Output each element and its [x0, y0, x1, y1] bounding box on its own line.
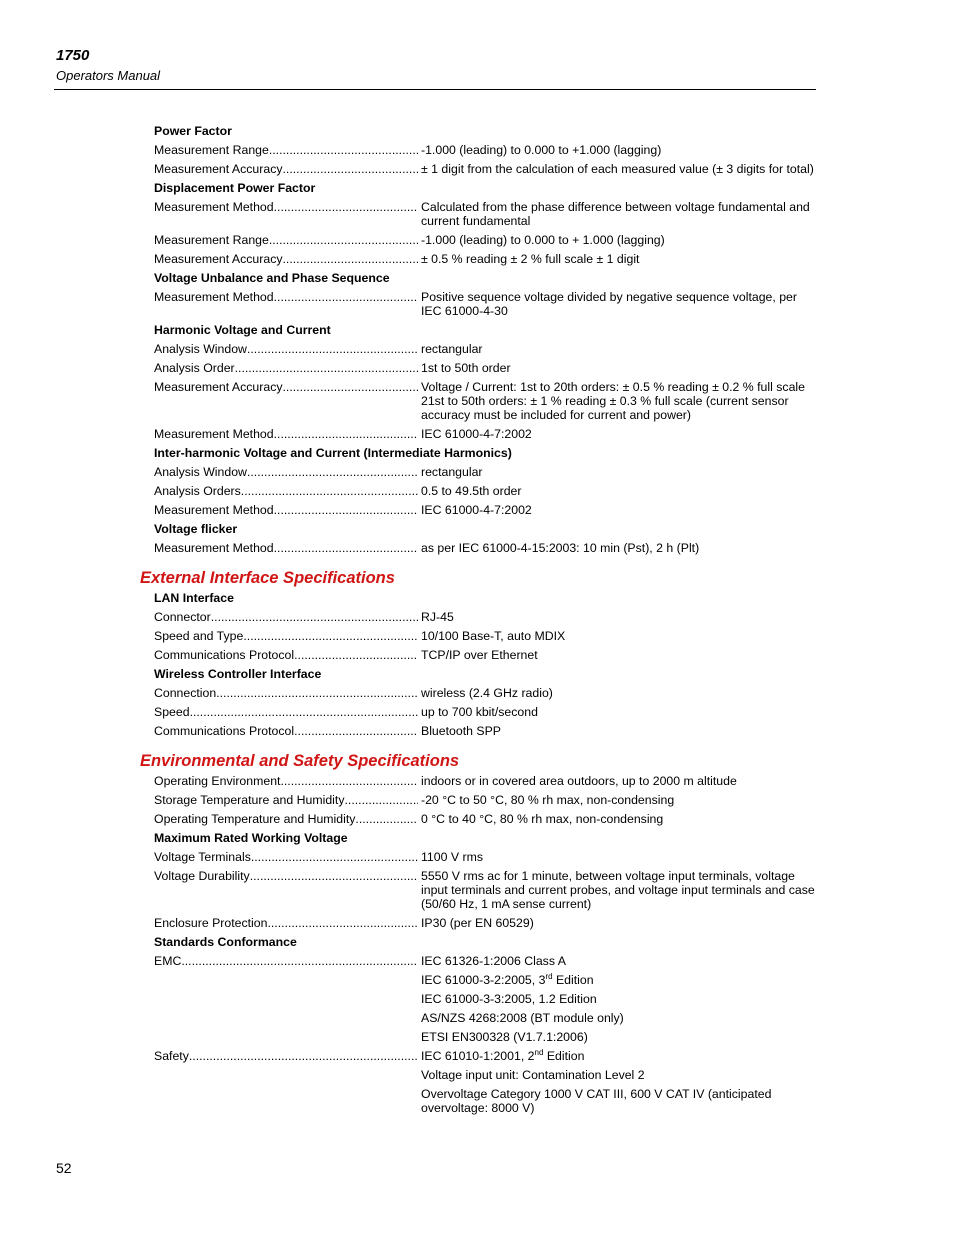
spec-row — [154, 705, 816, 719]
spec-value: AS/NZS 4268:2008 (BT module only) — [421, 1011, 624, 1025]
spec-row — [154, 1030, 816, 1044]
spec-row — [154, 774, 816, 788]
spec-row — [154, 1049, 816, 1063]
spec-label: Measurement Method — [154, 541, 274, 555]
group-title-harmonic: Harmonic Voltage and Current — [154, 323, 331, 337]
spec-row — [154, 541, 816, 555]
spec-label: Analysis Orders — [154, 484, 241, 498]
spec-row — [154, 361, 816, 375]
spec-value: 1100 V rms — [421, 850, 483, 864]
spec-label: Connection — [154, 686, 217, 700]
spec-row — [154, 869, 816, 911]
spec-label: Voltage Durability — [154, 869, 250, 883]
spec-value: Voltage input unit: Contamination Level 2 — [421, 1068, 645, 1082]
spec-value: -1.000 (leading) to 0.000 to +1.000 (lagging) — [421, 143, 662, 157]
spec-row — [154, 380, 816, 422]
spec-row — [154, 233, 816, 247]
manual-model-number: 1750 — [56, 47, 90, 64]
spec-row — [154, 648, 816, 662]
spec-label: Measurement Accuracy — [154, 380, 283, 394]
spec-row — [154, 1087, 816, 1115]
spec-value: rectangular — [421, 342, 483, 356]
spec-value: Bluetooth SPP — [421, 724, 501, 738]
spec-value: IEC 61326-1:2006 Class A — [421, 954, 566, 968]
spec-label: Operating Environment — [154, 774, 281, 788]
spec-value: IP30 (per EN 60529) — [421, 916, 534, 930]
spec-label: Measurement Method — [154, 290, 274, 304]
spec-value: RJ-45 — [421, 610, 454, 624]
spec-value: Voltage / Current: 1st to 20th orders: ± 0.5 % reading ± 0.2 % full scale 21st to 50th orders: ± 1 % reading ± 0.3 % full scale (current sensor accuracy must be included for current and power) — [421, 380, 805, 422]
spec-value: indoors or in covered area outdoors, up to 2000 m altitude — [421, 774, 737, 788]
spec-row — [154, 1011, 816, 1025]
spec-label: Safety — [154, 1049, 189, 1063]
spec-value: -20 °C to 50 °C, 80 % rh max, non-condensing — [421, 793, 675, 807]
spec-label: Measurement Accuracy — [154, 162, 283, 176]
spec-row — [154, 290, 816, 318]
spec-row — [154, 724, 816, 738]
spec-label: Measurement Accuracy — [154, 252, 283, 266]
spec-label: Communications Protocol — [154, 724, 295, 738]
manual-title: Operators Manual — [56, 68, 161, 83]
spec-value: IEC 61000-4-7:2002 — [421, 503, 532, 517]
spec-row — [154, 465, 816, 479]
spec-row — [154, 1068, 816, 1082]
group-title-wireless: Wireless Controller Interface — [154, 667, 322, 681]
spec-row — [154, 610, 816, 624]
section-title-external-interface: External Interface Specifications — [140, 569, 395, 587]
spec-row — [154, 162, 816, 176]
spec-value: 10/100 Base-T, auto MDIX — [421, 629, 566, 643]
group-title-unbalance: Voltage Unbalance and Phase Sequence — [154, 271, 390, 285]
spec-value: Overvoltage Category 1000 V CAT III, 600 V CAT IV (anticipated overvoltage: 8000 V) — [421, 1087, 772, 1115]
spec-row — [154, 812, 816, 826]
spec-value: Positive sequence voltage divided by negative sequence voltage, per IEC 61000-4-30 — [421, 290, 797, 318]
spec-content — [140, 121, 816, 1120]
spec-value: ± 0.5 % reading ± 2 % full scale ± 1 digit — [421, 252, 640, 266]
group-title-power-factor: Power Factor — [154, 124, 232, 138]
spec-label: Connector — [154, 610, 211, 624]
spec-value: IEC 61000-3-3:2005, 1.2 Edition — [421, 992, 597, 1006]
spec-label: Enclosure Protection — [154, 916, 268, 930]
spec-label: Measurement Method — [154, 503, 274, 517]
spec-value: 5550 V rms ac for 1 minute, between voltage input terminals, voltage input terminals and current probes, and voltage input terminals and case (50/60 Hz, 1 mA sense current) — [421, 869, 815, 911]
spec-label: Speed and Type — [154, 629, 244, 643]
spec-label: Voltage Terminals — [154, 850, 251, 864]
group-title-standards: Standards Conformance — [154, 935, 297, 949]
spec-value: ± 1 digit from the calculation of each measured value (± 3 digits for total) — [421, 162, 814, 176]
spec-value: as per IEC 61000-4-15:2003: 10 min (Pst), 2 h (Plt) — [421, 541, 700, 555]
section-title-environmental-safety: Environmental and Safety Specifications — [140, 752, 460, 770]
group-title-displacement-pf: Displacement Power Factor — [154, 181, 316, 195]
spec-label: Storage Temperature and Humidity — [154, 793, 345, 807]
spec-row — [154, 503, 816, 517]
spec-label: Analysis Window — [154, 342, 247, 356]
spec-label: Operating Temperature and Humidity — [154, 812, 356, 826]
spec-label: Measurement Range — [154, 143, 269, 157]
spec-value: 0.5 to 49.5th order — [421, 484, 522, 498]
spec-value: wireless (2.4 GHz radio) — [421, 686, 553, 700]
spec-value: IEC 61000-4-7:2002 — [421, 427, 532, 441]
spec-value: 0 °C to 40 °C, 80 % rh max, non-condensing — [421, 812, 664, 826]
spec-label: Analysis Window — [154, 465, 247, 479]
spec-label: Measurement Method — [154, 200, 274, 214]
spec-value: up to 700 kbit/second — [421, 705, 538, 719]
spec-row — [154, 850, 816, 864]
group-title-interharmonic: Inter-harmonic Voltage and Current (Intermediate Harmonics) — [154, 446, 512, 460]
group-title-flicker: Voltage flicker — [154, 522, 238, 536]
spec-row — [154, 427, 816, 441]
spec-value: TCP/IP over Ethernet — [421, 648, 538, 662]
spec-value: IEC 61010-1:2001, 2nd Edition — [421, 1047, 585, 1063]
spec-row — [154, 252, 816, 266]
spec-row — [154, 342, 816, 356]
group-title-max-voltage: Maximum Rated Working Voltage — [154, 831, 348, 845]
spec-value: -1.000 (leading) to 0.000 to + 1.000 (lagging) — [421, 233, 665, 247]
spec-row — [154, 992, 816, 1006]
group-title-lan: LAN Interface — [154, 591, 234, 605]
spec-row — [154, 973, 816, 987]
spec-row — [154, 916, 816, 930]
spec-label: Measurement Method — [154, 427, 274, 441]
spec-value: IEC 61000-3-2:2005, 3rd Edition — [421, 971, 594, 987]
spec-label: Measurement Range — [154, 233, 269, 247]
spec-row — [154, 629, 816, 643]
spec-row — [154, 954, 816, 968]
spec-row — [154, 484, 816, 498]
spec-row — [154, 143, 816, 157]
spec-value: rectangular — [421, 465, 483, 479]
page-number: 52 — [56, 1160, 72, 1176]
spec-label: EMC — [154, 954, 182, 968]
spec-value: Calculated from the phase difference between voltage fundamental and current fundamental — [421, 200, 810, 228]
spec-label: Speed — [154, 705, 190, 719]
spec-value: 1st to 50th order — [421, 361, 511, 375]
spec-row — [154, 200, 816, 228]
spec-row — [154, 686, 816, 700]
spec-value: ETSI EN300328 (V1.7.1:2006) — [421, 1030, 588, 1044]
spec-label: Communications Protocol — [154, 648, 295, 662]
spec-label: Analysis Order — [154, 361, 235, 375]
spec-row — [154, 793, 816, 807]
header-divider — [54, 89, 816, 90]
